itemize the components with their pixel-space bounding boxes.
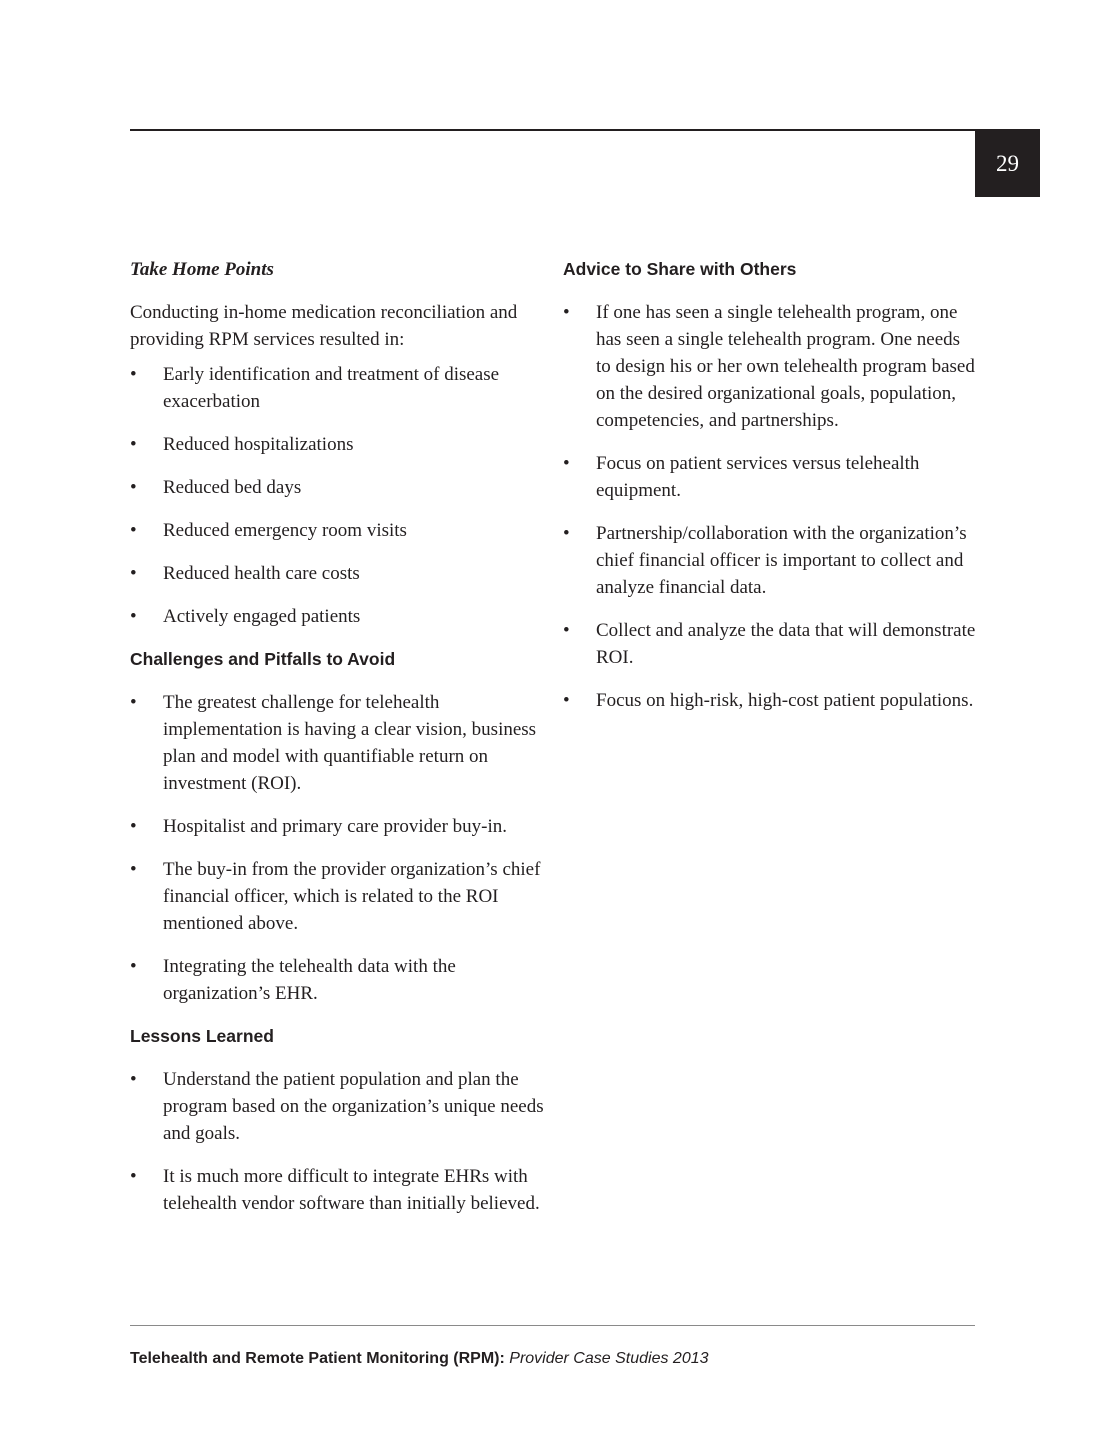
- list-item: • Focus on patient services versus telehealth equipment.: [563, 450, 978, 504]
- bullet-icon: •: [563, 302, 570, 323]
- bullet-icon: •: [130, 859, 137, 880]
- bullet-icon: •: [130, 563, 137, 584]
- bullet-icon: •: [563, 453, 570, 474]
- footer: [130, 1349, 709, 1369]
- list-item: • Understand the patient population and plan the program based on the organization’s unique needs and goals.: [130, 1066, 545, 1147]
- bullet-icon: •: [130, 364, 137, 385]
- list-item: • The greatest challenge for telehealth implementation is having a clear vision, business plan and model with quantifiable return on investment (ROI).: [130, 689, 545, 797]
- lessons-list: [130, 1066, 545, 1217]
- bullet-icon: •: [130, 434, 137, 455]
- challenges-list: [130, 689, 545, 1007]
- bullet-icon: •: [130, 692, 137, 713]
- left-column: [130, 256, 545, 1233]
- list-item: • It is much more difficult to integrate EHRs with telehealth vendor software than initially believed.: [130, 1163, 545, 1217]
- header-rule: [130, 129, 1040, 131]
- list-item: • Early identification and treatment of disease exacerbation: [130, 361, 545, 415]
- bullet-icon: •: [563, 690, 570, 711]
- footer-subtitle: Provider Case Studies 2013: [509, 1350, 709, 1367]
- bullet-icon: •: [130, 606, 137, 627]
- bullet-icon: •: [563, 523, 570, 544]
- bullet-icon: •: [563, 620, 570, 641]
- advice-heading: Advice to Share with Others: [563, 259, 797, 279]
- list-item: • Reduced emergency room visits: [130, 517, 545, 544]
- bullet-icon: •: [130, 477, 137, 498]
- page-number: 29: [975, 130, 1040, 197]
- list-item: • Reduced hospitalizations: [130, 431, 545, 458]
- bullet-icon: •: [130, 1166, 137, 1187]
- take-home-intro: Conducting in-home medication reconciliation and providing RPM services resulted in:: [130, 302, 518, 350]
- bullet-icon: •: [130, 816, 137, 837]
- take-home-list: [130, 361, 545, 630]
- list-item: • Collect and analyze the data that will demonstrate ROI.: [563, 617, 978, 671]
- bullet-icon: •: [130, 1069, 137, 1090]
- list-item: • The buy-in from the provider organization’s chief financial officer, which is related to the ROI mentioned above.: [130, 856, 545, 937]
- list-item: • Reduced bed days: [130, 474, 545, 501]
- lessons-heading: Lessons Learned: [130, 1026, 274, 1046]
- advice-list: [563, 299, 978, 714]
- bullet-icon: •: [130, 520, 137, 541]
- challenges-heading: Challenges and Pitfalls to Avoid: [130, 649, 396, 669]
- list-item: • Integrating the telehealth data with the organization’s EHR.: [130, 953, 545, 1007]
- list-item: • Focus on high-risk, high-cost patient populations.: [563, 687, 978, 714]
- list-item: • Actively engaged patients: [130, 603, 545, 630]
- list-item: • If one has seen a single telehealth program, one has seen a single telehealth program. One needs to design his or her own telehealth program based on the desired organizational goals, population, competencies, and partnerships.: [563, 299, 978, 434]
- footer-title: Telehealth and Remote Patient Monitoring (RPM):: [130, 1350, 505, 1367]
- list-item: • Partnership/collaboration with the organization’s chief financial officer is important to collect and analyze financial data.: [563, 520, 978, 601]
- take-home-heading: Take Home Points: [130, 259, 274, 280]
- list-item: • Reduced health care costs: [130, 560, 545, 587]
- footer-rule: [130, 1325, 975, 1326]
- right-column: [563, 256, 978, 730]
- bullet-icon: •: [130, 956, 137, 977]
- list-item: • Hospitalist and primary care provider buy-in.: [130, 813, 545, 840]
